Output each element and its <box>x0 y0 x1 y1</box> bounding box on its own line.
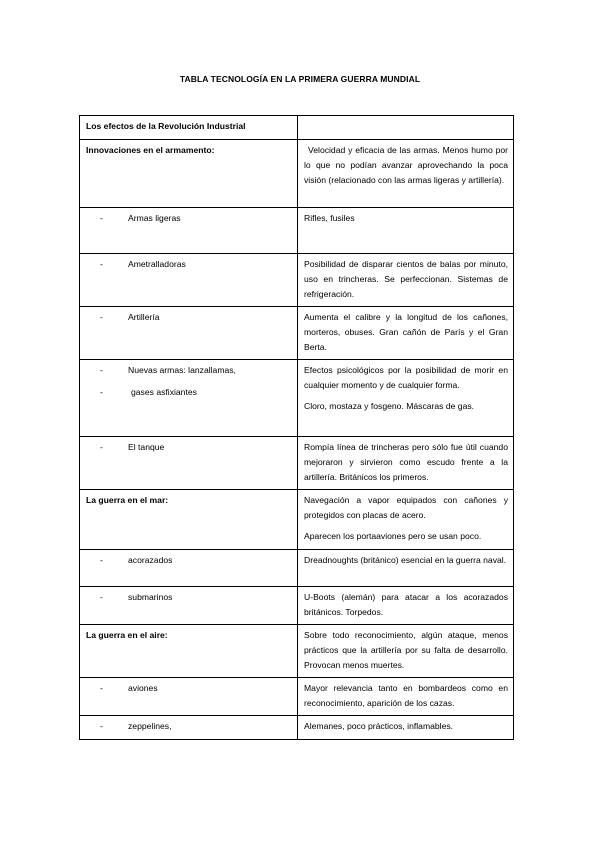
row-description: Rompía línea de trincheras pero sólo fue útil cuando mejoraron y sirvieron como escudo frente a la artillería. Británicos los primeros. <box>298 437 514 490</box>
bullet-dash: - <box>100 312 103 322</box>
row-description: Dreadnoughts (británico) esencial en la guerra naval. <box>298 550 514 587</box>
row-item <box>80 437 298 490</box>
item-label: gases asfixiantes <box>131 387 197 397</box>
row-description: Efectos psicológicos por la posibilidad de morir en cualquier momento y de cualquier forma. Cloro, mostaza y fosgeno. Máscaras de gas. <box>298 360 514 437</box>
table-row <box>80 587 514 625</box>
table-row <box>80 254 514 307</box>
table-row <box>80 140 514 208</box>
table-row <box>80 116 514 140</box>
row-item <box>80 307 298 360</box>
table-row <box>80 307 514 360</box>
row-item <box>80 208 298 254</box>
bullet-dash: - <box>100 592 103 602</box>
bullet-dash: - <box>100 442 103 452</box>
item-label: submarinos <box>128 592 173 602</box>
row-item <box>80 716 298 740</box>
item-label: Ametralladoras <box>128 259 186 269</box>
table-row <box>80 360 514 437</box>
row-item <box>80 678 298 716</box>
bullet-dash: - <box>100 387 103 397</box>
technology-table <box>79 115 514 740</box>
item-label: Nuevas armas: lanzallamas, <box>128 365 236 375</box>
item-label: Armas ligeras <box>128 213 181 223</box>
table-row <box>80 550 514 587</box>
bullet-dash: - <box>100 683 103 693</box>
row-description: Velocidad y eficacia de las armas. Menos humo por lo que no podían avanzar aprovechando la poca visión (relacionado con las armas ligeras y artillería). <box>298 140 514 208</box>
document-title: TABLA TECNOLOGÍA EN LA PRIMERA GUERRA MUNDIAL <box>179 74 421 84</box>
bullet-dash: - <box>100 365 103 375</box>
row-description: Mayor relevancia tanto en bombardeos como en reconocimiento, aparición de los cazas. <box>298 678 514 716</box>
bullet-dash: - <box>100 213 103 223</box>
item-label: aviones <box>128 683 158 693</box>
bullet-dash: - <box>100 259 103 269</box>
bullet-dash: - <box>100 555 103 565</box>
item-label: Artillería <box>128 312 160 322</box>
row-item <box>80 360 298 437</box>
row-description <box>298 116 514 140</box>
row-description: Posibilidad de disparar cientos de balas por minuto, uso en trincheras. Se perfeccionan. Sistemas de refrigeración. <box>298 254 514 307</box>
row-description: Sobre todo reconocimiento, algún ataque, menos prácticos que la artillería por su falta de desarrollo. Provocan menos muertes. <box>298 625 514 678</box>
row-description: Navegación a vapor equipados con cañones y protegidos con placas de acero. Aparecen los portaaviones pero se usan poco. <box>298 490 514 550</box>
item-label: acorazados <box>128 555 173 565</box>
row-description: Aumenta el calibre y la longitud de los cañones, morteros, obuses. Gran cañón de París y el Gran Berta. <box>298 307 514 360</box>
table-row <box>80 208 514 254</box>
row-header-mar: La guerra en el mar: <box>80 490 298 550</box>
table-row <box>80 716 514 740</box>
bullet-dash: - <box>100 721 103 731</box>
row-item <box>80 587 298 625</box>
item-label: zeppelines, <box>128 721 172 731</box>
table-row <box>80 437 514 490</box>
row-header-revolucion: Los efectos de la Revolución Industrial <box>80 116 298 140</box>
table-row <box>80 678 514 716</box>
row-description: Rifles, fusiles <box>298 208 514 254</box>
row-item <box>80 550 298 587</box>
item-label: El tanque <box>128 442 165 452</box>
table-row <box>80 625 514 678</box>
row-header-aire: La guerra en el aire: <box>80 625 298 678</box>
table-row <box>80 490 514 550</box>
row-description: Alemanes, poco prácticos, inflamables. <box>298 716 514 740</box>
row-item <box>80 254 298 307</box>
row-description: U-Boots (alemán) para atacar a los acorazados británicos. Torpedos. <box>298 587 514 625</box>
row-header-armamento: Innovaciones en el armamento: <box>80 140 298 208</box>
